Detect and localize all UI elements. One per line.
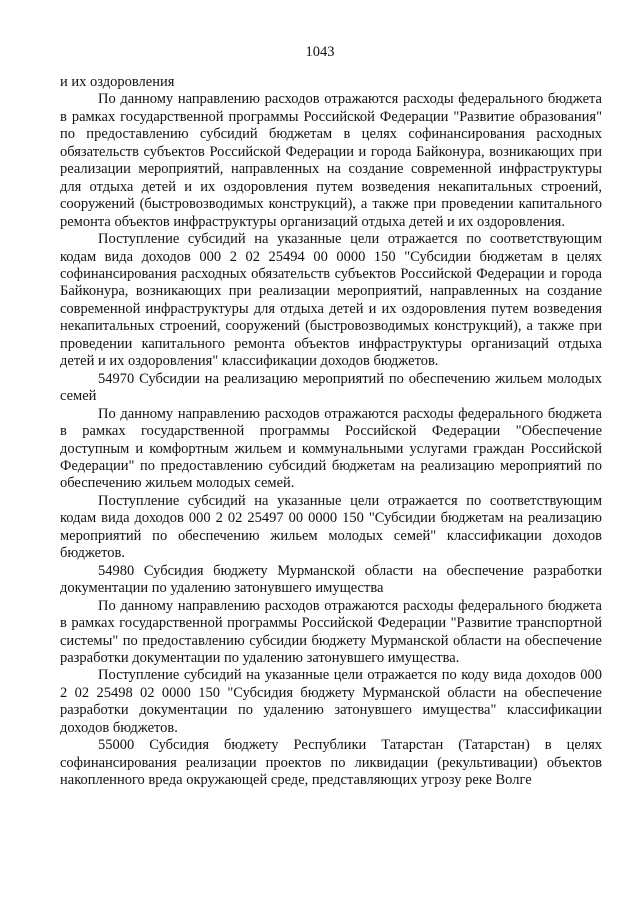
section-heading-54980: 54980 Субсидия бюджету Мурманской области на обеспечение разработки документации по удалению затонувшего имущества bbox=[60, 562, 602, 597]
paragraph-expenditure-description: По данному направлению расходов отражаются расходы федерального бюджета в рамках государственной программы Российской Федерации "Развитие образования" по предоставлению субсидий бюджетам в целях софинансирования расходных обязательств субъектов Российской Федерации и города Байконура, возникающих при реализации мероприятий, направленных на создание современной инфраструктуры для отдыха детей и их оздоровления путем возведения некапитальных строений, сооружений (быстровозводимых конструкций), а также при проведении капитального ремонта объектов инфраструктуры организаций отдыха детей и их оздоровления. bbox=[60, 91, 602, 230]
paragraph-expenditure-description: По данному направлению расходов отражаются расходы федерального бюджета в рамках государственной программы Российской Федерации "Развитие транспортной системы" по предоставлению субсидии бюджету Мурманской области на обеспечение разработки документации по удалению затонувшего имущества. bbox=[60, 597, 602, 666]
paragraph-revenue-code: Поступление субсидий на указанные цели отражается по соответствующим кодам вида доходов 000 2 02 25497 00 0000 150 "Субсидии бюджетам на реализацию мероприятий по обеспечению жильем молодых семей" классификации доходов бюджетов. bbox=[60, 492, 602, 562]
section-heading-54970: 54970 Субсидии на реализацию мероприятий по обеспечению жильем молодых семей bbox=[60, 370, 602, 405]
document-body bbox=[60, 74, 602, 790]
section-heading-55000: 55000 Субсидия бюджету Республики Татарстан (Татарстан) в целях софинансирования реализации проектов по ликвидации (рекультивации) объектов накопленного вреда окружающей среде, представляющих угрозу реке Волге bbox=[60, 737, 602, 789]
paragraph-expenditure-description: По данному направлению расходов отражаются расходы федерального бюджета в рамках государственной программы Российской Федерации "Обеспечение доступным и комфортным жильем и коммунальными услугами граждан Российской Федерации" по предоставлению субсидий бюджетам на реализацию мероприятий по обеспечению жильем молодых семей. bbox=[60, 405, 602, 492]
page-number: 1043 bbox=[305, 44, 335, 60]
paragraph-revenue-code: Поступление субсидий на указанные цели отражается по соответствующим кодам вида доходов 000 2 02 25494 00 0000 150 "Субсидии бюджетам в целях софинансирования расходных обязательств субъектов Российской Федерации и города Байконура, возникающих при реализации мероприятий, направленных на создание современной инфраструктуры для отдыха детей и их оздоровления путем возведения некапитальных строений, сооружений (быстровозводимых конструкций), а также при проведении капитального ремонта объектов инфраструктуры организаций отдыха детей и их оздоровления" классификации доходов бюджетов. bbox=[60, 231, 602, 370]
paragraph-revenue-code: Поступление субсидий на указанные цели отражается по коду вида доходов 000 2 02 25498 02 0000 150 "Субсидия бюджету Мурманской области на обеспечение разработки документации по удалению затонувшего имущества" классификации доходов бюджетов. bbox=[60, 667, 602, 736]
paragraph-continuation: и их оздоровления bbox=[60, 74, 175, 90]
